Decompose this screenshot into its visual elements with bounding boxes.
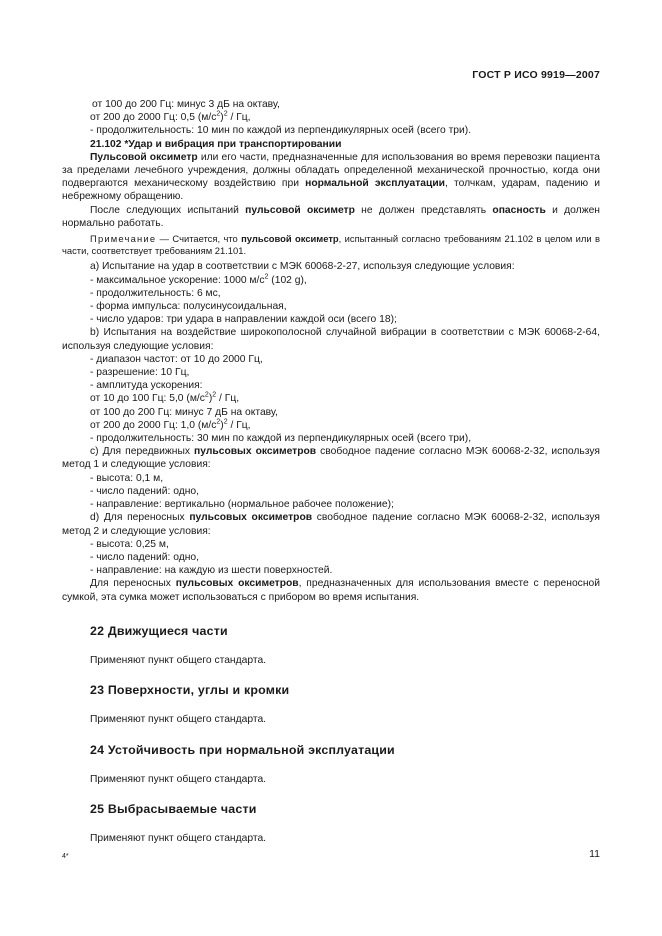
list-item: от 200 до 2000 Гц: 1,0 $(м/с^2)^2$ / Гц,	[90, 418, 251, 431]
page-content	[62, 98, 600, 845]
paragraph: Для переносных пульсовых оксиметров, предназначенных для использования вместе с переносной сумкой, эта сумка может использоваться с прибором во время испытания.	[62, 578, 600, 603]
list-item: - продолжительность: 30 мин по каждой из перпендикулярных осей (всего три),	[90, 433, 472, 445]
list-item: - разрешение: 10 Гц,	[90, 367, 190, 379]
list-item: - направление: вертикально (нормальное рабочее положение);	[90, 499, 394, 511]
list-item: - высота: 0,1 м,	[90, 472, 164, 484]
section-text: Применяют пункт общего стандарта.	[90, 773, 267, 785]
list-item: - максимальное ускорение: 1000 $м/с^2$ (102 g),	[90, 273, 307, 286]
section-title: 23 Поверхности, углы и кромки	[90, 683, 290, 698]
subsection-title: 21.102 *Удар и вибрация при транспортировании	[90, 138, 342, 150]
section-text: Применяют пункт общего стандарта.	[90, 654, 267, 666]
text-line: от 200 до 2000 Гц: 0,5 $(м/с^2)^2$ / Гц,	[90, 110, 251, 124]
text-line: от 100 до 200 Гц: минус 3 дБ на октаву,	[92, 99, 280, 110]
section-title: 25 Выбрасываемые части	[90, 801, 257, 816]
section-title: 24 Устойчивость при нормальной эксплуатации	[90, 742, 395, 757]
list-item: от 100 до 200 Гц: минус 7 дБ на октаву,	[90, 406, 278, 418]
list-item: - направление: на каждую из шести поверхностей.	[90, 565, 333, 577]
page-number: 11	[589, 848, 600, 860]
list-item: - число падений: одно,	[90, 485, 199, 497]
section-text: Применяют пункт общего стандарта.	[90, 833, 267, 845]
list-item: - форма импульса: полусинусоидальная,	[90, 301, 287, 313]
list-item: - число падений: одно,	[90, 551, 199, 563]
note: Примечание — Считается, что пульсовой оксиметр, испытанный согласно требованиям 21.102 в целом или в части, соответствует требованиям 21.101.	[62, 233, 600, 257]
document-header: ГОСТ Р ИСО 9919—2007	[472, 69, 600, 81]
list-title: c) Для передвижных пульсовых оксиметров свободное падение согласно МЭК 60068-2-32, используя метод 1 и следующие условия:	[62, 446, 600, 471]
list-item: - высота: 0,25 м,	[90, 538, 169, 550]
list-title: а) Испытание на удар в соответствии с МЭК 60068-2-27, используя следующие условия:	[90, 261, 515, 273]
list-title: b) Испытания на воздействие широкополосной случайной вибрации в соответствии с МЭК 60068-2-64, используя следующие условия:	[62, 327, 600, 352]
list-item: - число ударов: три удара в направлении каждой оси (всего 18);	[90, 314, 397, 326]
text-line: - продолжительность: 10 мин по каждой из перпендикулярных осей (всего три).	[90, 125, 472, 137]
list-item: - амплитуда ускорения:	[90, 380, 203, 392]
section-title: 22 Движущиеся части	[90, 623, 228, 638]
list-item: - продолжительность: 6 мс,	[90, 287, 221, 299]
section-text: Применяют пункт общего стандарта.	[90, 714, 267, 726]
paragraph: Пульсовой оксиметр или его части, предназначенные для использования во время перевозки пациента за пределами лечебного учреждения, должны обладать определенной механической прочностью, когда они подвергаются механическому воздействию при нормальной эксплуатации, толчкам, ударам, падению и небрежному обращению.	[62, 151, 600, 203]
footer-mark: 4*	[62, 853, 69, 860]
paragraph: После следующих испытаний пульсовой оксиметр не должен представлять опасность и должен нормально работать.	[62, 204, 600, 229]
list-item: от 10 до 100 Гц: 5,0 $(м/с^2)^2$ / Гц,	[90, 392, 240, 405]
list-title: d) Для переносных пульсовых оксиметров свободное падение согласно МЭК 60068-2-32, используя метод 2 и следующие условия:	[62, 512, 601, 537]
list-item: - диапазон частот: от 10 до 2000 Гц,	[90, 353, 263, 365]
